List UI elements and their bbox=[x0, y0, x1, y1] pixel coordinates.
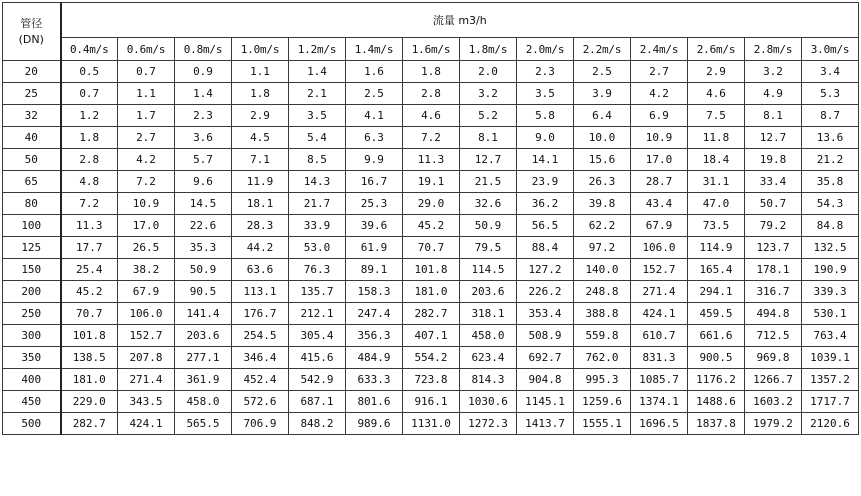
flow-value-cell: 5.3 bbox=[802, 83, 859, 105]
pipe-diameter-cell: 32 bbox=[3, 105, 61, 127]
flow-value-cell: 63.6 bbox=[232, 259, 289, 281]
flow-value-cell: 152.7 bbox=[631, 259, 688, 281]
flow-value-cell: 47.0 bbox=[688, 193, 745, 215]
flow-value-cell: 0.9 bbox=[175, 61, 232, 83]
table-row bbox=[3, 325, 859, 347]
flow-value-cell: 14.3 bbox=[289, 171, 346, 193]
flow-value-cell: 207.8 bbox=[118, 347, 175, 369]
flow-value-cell: 14.1 bbox=[517, 149, 574, 171]
pipe-diameter-cell: 25 bbox=[3, 83, 61, 105]
flow-value-cell: 271.4 bbox=[631, 281, 688, 303]
flow-value-cell: 2.8 bbox=[61, 149, 118, 171]
flow-value-cell: 904.8 bbox=[517, 369, 574, 391]
flow-value-cell: 458.0 bbox=[175, 391, 232, 413]
flow-value-cell: 29.0 bbox=[403, 193, 460, 215]
flow-speed-header: 2.2m/s bbox=[574, 38, 631, 61]
flow-value-cell: 226.2 bbox=[517, 281, 574, 303]
flow-value-cell: 282.7 bbox=[403, 303, 460, 325]
flow-value-cell: 141.4 bbox=[175, 303, 232, 325]
flow-value-cell: 4.2 bbox=[631, 83, 688, 105]
flow-value-cell: 407.1 bbox=[403, 325, 460, 347]
flow-value-cell: 106.0 bbox=[631, 237, 688, 259]
flow-value-cell: 271.4 bbox=[118, 369, 175, 391]
flow-value-cell: 12.7 bbox=[460, 149, 517, 171]
title-row bbox=[3, 3, 859, 38]
flow-speed-header: 1.2m/s bbox=[289, 38, 346, 61]
flow-value-cell: 56.5 bbox=[517, 215, 574, 237]
flow-value-cell: 1.4 bbox=[175, 83, 232, 105]
flow-value-cell: 152.7 bbox=[118, 325, 175, 347]
flow-value-cell: 181.0 bbox=[403, 281, 460, 303]
flow-value-cell: 2.3 bbox=[175, 105, 232, 127]
flow-value-cell: 1696.5 bbox=[631, 413, 688, 435]
flow-value-cell: 831.3 bbox=[631, 347, 688, 369]
flow-value-cell: 424.1 bbox=[631, 303, 688, 325]
flow-value-cell: 22.6 bbox=[175, 215, 232, 237]
flow-value-cell: 2.5 bbox=[346, 83, 403, 105]
flow-value-cell: 687.1 bbox=[289, 391, 346, 413]
flow-value-cell: 28.3 bbox=[232, 215, 289, 237]
flow-value-cell: 54.3 bbox=[802, 193, 859, 215]
flow-value-cell: 2120.6 bbox=[802, 413, 859, 435]
flow-value-cell: 848.2 bbox=[289, 413, 346, 435]
flow-value-cell: 4.6 bbox=[688, 83, 745, 105]
flow-value-cell: 762.0 bbox=[574, 347, 631, 369]
flow-value-cell: 294.1 bbox=[688, 281, 745, 303]
flow-value-cell: 21.2 bbox=[802, 149, 859, 171]
flow-speed-header: 0.6m/s bbox=[118, 38, 175, 61]
flow-value-cell: 361.9 bbox=[175, 369, 232, 391]
flow-value-cell: 9.9 bbox=[346, 149, 403, 171]
flow-value-cell: 178.1 bbox=[745, 259, 802, 281]
flow-value-cell: 530.1 bbox=[802, 303, 859, 325]
flow-value-cell: 459.5 bbox=[688, 303, 745, 325]
flow-value-cell: 1357.2 bbox=[802, 369, 859, 391]
flow-rate-title: 流量 m3/h bbox=[61, 3, 859, 38]
flow-value-cell: 7.2 bbox=[118, 171, 175, 193]
flow-value-cell: 1488.6 bbox=[688, 391, 745, 413]
flow-value-cell: 45.2 bbox=[61, 281, 118, 303]
flow-value-cell: 35.8 bbox=[802, 171, 859, 193]
flow-value-cell: 62.2 bbox=[574, 215, 631, 237]
flow-value-cell: 4.2 bbox=[118, 149, 175, 171]
flow-value-cell: 346.4 bbox=[232, 347, 289, 369]
flow-value-cell: 305.4 bbox=[289, 325, 346, 347]
flow-value-cell: 32.6 bbox=[460, 193, 517, 215]
flow-value-cell: 7.2 bbox=[403, 127, 460, 149]
pipe-diameter-header-label: 管径 bbox=[20, 16, 43, 30]
table-row bbox=[3, 127, 859, 149]
flow-value-cell: 1.8 bbox=[61, 127, 118, 149]
table-row bbox=[3, 215, 859, 237]
flow-value-cell: 969.8 bbox=[745, 347, 802, 369]
flow-value-cell: 3.9 bbox=[574, 83, 631, 105]
flow-value-cell: 8.5 bbox=[289, 149, 346, 171]
flow-value-cell: 19.8 bbox=[745, 149, 802, 171]
flow-value-cell: 18.4 bbox=[688, 149, 745, 171]
flow-value-cell: 1145.1 bbox=[517, 391, 574, 413]
flow-value-cell: 706.9 bbox=[232, 413, 289, 435]
flow-value-cell: 11.8 bbox=[688, 127, 745, 149]
flow-value-cell: 114.5 bbox=[460, 259, 517, 281]
pipe-diameter-cell: 350 bbox=[3, 347, 61, 369]
flow-value-cell: 39.6 bbox=[346, 215, 403, 237]
flow-value-cell: 900.5 bbox=[688, 347, 745, 369]
flow-value-cell: 559.8 bbox=[574, 325, 631, 347]
flow-value-cell: 229.0 bbox=[61, 391, 118, 413]
pipe-diameter-cell: 50 bbox=[3, 149, 61, 171]
flow-value-cell: 35.3 bbox=[175, 237, 232, 259]
flow-value-cell: 17.7 bbox=[61, 237, 118, 259]
flow-value-cell: 1374.1 bbox=[631, 391, 688, 413]
table-row bbox=[3, 237, 859, 259]
flow-value-cell: 101.8 bbox=[403, 259, 460, 281]
flow-speed-header: 2.4m/s bbox=[631, 38, 688, 61]
table-row bbox=[3, 83, 859, 105]
table-row bbox=[3, 61, 859, 83]
flow-value-cell: 90.5 bbox=[175, 281, 232, 303]
flow-value-cell: 356.3 bbox=[346, 325, 403, 347]
flow-speed-header: 3.0m/s bbox=[802, 38, 859, 61]
flow-value-cell: 33.9 bbox=[289, 215, 346, 237]
flow-speed-header: 0.8m/s bbox=[175, 38, 232, 61]
flow-value-cell: 28.7 bbox=[631, 171, 688, 193]
flow-value-cell: 2.7 bbox=[631, 61, 688, 83]
flow-value-cell: 106.0 bbox=[118, 303, 175, 325]
flow-value-cell: 1717.7 bbox=[802, 391, 859, 413]
flow-value-cell: 140.0 bbox=[574, 259, 631, 281]
flow-value-cell: 212.1 bbox=[289, 303, 346, 325]
flow-value-cell: 2.7 bbox=[118, 127, 175, 149]
flow-value-cell: 1131.0 bbox=[403, 413, 460, 435]
flow-value-cell: 21.7 bbox=[289, 193, 346, 215]
flow-value-cell: 1.6 bbox=[346, 61, 403, 83]
flow-value-cell: 2.8 bbox=[403, 83, 460, 105]
flow-value-cell: 763.4 bbox=[802, 325, 859, 347]
flow-value-cell: 123.7 bbox=[745, 237, 802, 259]
flow-value-cell: 458.0 bbox=[460, 325, 517, 347]
flow-value-cell: 542.9 bbox=[289, 369, 346, 391]
flow-value-cell: 70.7 bbox=[61, 303, 118, 325]
flow-value-cell: 33.4 bbox=[745, 171, 802, 193]
flow-value-cell: 723.8 bbox=[403, 369, 460, 391]
flow-value-cell: 127.2 bbox=[517, 259, 574, 281]
flow-value-cell: 3.5 bbox=[289, 105, 346, 127]
flow-value-cell: 70.7 bbox=[403, 237, 460, 259]
flow-value-cell: 31.1 bbox=[688, 171, 745, 193]
flow-value-cell: 8.1 bbox=[745, 105, 802, 127]
flow-value-cell: 8.1 bbox=[460, 127, 517, 149]
flow-value-cell: 53.0 bbox=[289, 237, 346, 259]
flow-value-cell: 203.6 bbox=[175, 325, 232, 347]
flow-value-cell: 1.4 bbox=[289, 61, 346, 83]
flow-value-cell: 1413.7 bbox=[517, 413, 574, 435]
flow-value-cell: 50.9 bbox=[175, 259, 232, 281]
pipe-diameter-header bbox=[3, 3, 61, 61]
pipe-diameter-cell: 150 bbox=[3, 259, 61, 281]
flow-value-cell: 3.4 bbox=[802, 61, 859, 83]
flow-value-cell: 0.7 bbox=[61, 83, 118, 105]
table-row bbox=[3, 413, 859, 435]
flow-speed-header: 1.0m/s bbox=[232, 38, 289, 61]
flow-value-cell: 97.2 bbox=[574, 237, 631, 259]
flow-value-cell: 26.3 bbox=[574, 171, 631, 193]
pipe-diameter-cell: 40 bbox=[3, 127, 61, 149]
flow-speed-header: 1.6m/s bbox=[403, 38, 460, 61]
flow-value-cell: 801.6 bbox=[346, 391, 403, 413]
flow-value-cell: 2.5 bbox=[574, 61, 631, 83]
flow-value-cell: 247.4 bbox=[346, 303, 403, 325]
flow-value-cell: 494.8 bbox=[745, 303, 802, 325]
flow-value-cell: 610.7 bbox=[631, 325, 688, 347]
flow-value-cell: 1259.6 bbox=[574, 391, 631, 413]
table-row bbox=[3, 303, 859, 325]
flow-value-cell: 13.6 bbox=[802, 127, 859, 149]
table-row bbox=[3, 347, 859, 369]
flow-value-cell: 138.5 bbox=[61, 347, 118, 369]
flow-value-cell: 9.0 bbox=[517, 127, 574, 149]
flow-value-cell: 1030.6 bbox=[460, 391, 517, 413]
flow-value-cell: 7.5 bbox=[688, 105, 745, 127]
flow-value-cell: 89.1 bbox=[346, 259, 403, 281]
flow-value-cell: 1.7 bbox=[118, 105, 175, 127]
flow-value-cell: 79.2 bbox=[745, 215, 802, 237]
flow-value-cell: 11.9 bbox=[232, 171, 289, 193]
flow-value-cell: 554.2 bbox=[403, 347, 460, 369]
flow-value-cell: 6.3 bbox=[346, 127, 403, 149]
table-row bbox=[3, 193, 859, 215]
flow-value-cell: 2.9 bbox=[232, 105, 289, 127]
flow-value-cell: 50.9 bbox=[460, 215, 517, 237]
flow-rate-table bbox=[2, 2, 859, 435]
pipe-diameter-header-unit: (DN) bbox=[18, 32, 44, 46]
flow-speed-header: 2.6m/s bbox=[688, 38, 745, 61]
flow-value-cell: 25.3 bbox=[346, 193, 403, 215]
pipe-diameter-cell: 450 bbox=[3, 391, 61, 413]
flow-value-cell: 17.0 bbox=[118, 215, 175, 237]
flow-value-cell: 1.1 bbox=[118, 83, 175, 105]
flow-speed-header: 1.4m/s bbox=[346, 38, 403, 61]
flow-value-cell: 43.4 bbox=[631, 193, 688, 215]
flow-value-cell: 14.5 bbox=[175, 193, 232, 215]
flow-value-cell: 814.3 bbox=[460, 369, 517, 391]
flow-value-cell: 190.9 bbox=[802, 259, 859, 281]
table-row bbox=[3, 105, 859, 127]
flow-value-cell: 248.8 bbox=[574, 281, 631, 303]
flow-value-cell: 158.3 bbox=[346, 281, 403, 303]
flow-value-cell: 277.1 bbox=[175, 347, 232, 369]
flow-value-cell: 1085.7 bbox=[631, 369, 688, 391]
flow-value-cell: 2.1 bbox=[289, 83, 346, 105]
flow-value-cell: 10.9 bbox=[631, 127, 688, 149]
flow-value-cell: 1.1 bbox=[232, 61, 289, 83]
flow-value-cell: 4.8 bbox=[61, 171, 118, 193]
flow-value-cell: 5.2 bbox=[460, 105, 517, 127]
flow-value-cell: 61.9 bbox=[346, 237, 403, 259]
flow-value-cell: 388.8 bbox=[574, 303, 631, 325]
flow-value-cell: 3.2 bbox=[745, 61, 802, 83]
flow-value-cell: 916.1 bbox=[403, 391, 460, 413]
pipe-diameter-cell: 20 bbox=[3, 61, 61, 83]
pipe-diameter-cell: 80 bbox=[3, 193, 61, 215]
flow-value-cell: 135.7 bbox=[289, 281, 346, 303]
flow-value-cell: 165.4 bbox=[688, 259, 745, 281]
flow-value-cell: 452.4 bbox=[232, 369, 289, 391]
flow-value-cell: 132.5 bbox=[802, 237, 859, 259]
flow-value-cell: 623.4 bbox=[460, 347, 517, 369]
flow-value-cell: 254.5 bbox=[232, 325, 289, 347]
flow-value-cell: 661.6 bbox=[688, 325, 745, 347]
flow-value-cell: 10.0 bbox=[574, 127, 631, 149]
flow-value-cell: 1.8 bbox=[403, 61, 460, 83]
flow-value-cell: 7.2 bbox=[61, 193, 118, 215]
flow-value-cell: 3.6 bbox=[175, 127, 232, 149]
flow-value-cell: 4.5 bbox=[232, 127, 289, 149]
table-row bbox=[3, 369, 859, 391]
flow-value-cell: 79.5 bbox=[460, 237, 517, 259]
flow-value-cell: 67.9 bbox=[118, 281, 175, 303]
flow-value-cell: 1979.2 bbox=[745, 413, 802, 435]
flow-value-cell: 113.1 bbox=[232, 281, 289, 303]
flow-value-cell: 23.9 bbox=[517, 171, 574, 193]
flow-value-cell: 50.7 bbox=[745, 193, 802, 215]
flow-value-cell: 1.8 bbox=[232, 83, 289, 105]
flow-value-cell: 15.6 bbox=[574, 149, 631, 171]
flow-value-cell: 353.4 bbox=[517, 303, 574, 325]
pipe-diameter-cell: 300 bbox=[3, 325, 61, 347]
table-row bbox=[3, 391, 859, 413]
flow-value-cell: 6.4 bbox=[574, 105, 631, 127]
flow-value-cell: 7.1 bbox=[232, 149, 289, 171]
flow-value-cell: 203.6 bbox=[460, 281, 517, 303]
flow-value-cell: 415.6 bbox=[289, 347, 346, 369]
flow-value-cell: 11.3 bbox=[61, 215, 118, 237]
flow-value-cell: 21.5 bbox=[460, 171, 517, 193]
flow-speed-header: 0.4m/s bbox=[61, 38, 118, 61]
flow-value-cell: 633.3 bbox=[346, 369, 403, 391]
flow-value-cell: 1039.1 bbox=[802, 347, 859, 369]
flow-value-cell: 1837.8 bbox=[688, 413, 745, 435]
flow-value-cell: 2.0 bbox=[460, 61, 517, 83]
flow-value-cell: 6.9 bbox=[631, 105, 688, 127]
flow-value-cell: 12.7 bbox=[745, 127, 802, 149]
flow-table-body bbox=[3, 61, 859, 435]
flow-speed-header: 1.8m/s bbox=[460, 38, 517, 61]
flow-value-cell: 9.6 bbox=[175, 171, 232, 193]
flow-value-cell: 2.9 bbox=[688, 61, 745, 83]
flow-value-cell: 101.8 bbox=[61, 325, 118, 347]
flow-value-cell: 343.5 bbox=[118, 391, 175, 413]
flow-value-cell: 10.9 bbox=[118, 193, 175, 215]
flow-value-cell: 26.5 bbox=[118, 237, 175, 259]
flow-value-cell: 4.1 bbox=[346, 105, 403, 127]
flow-value-cell: 73.5 bbox=[688, 215, 745, 237]
flow-value-cell: 0.7 bbox=[118, 61, 175, 83]
table-row bbox=[3, 171, 859, 193]
flow-value-cell: 38.2 bbox=[118, 259, 175, 281]
table-row bbox=[3, 281, 859, 303]
flow-value-cell: 11.3 bbox=[403, 149, 460, 171]
flow-value-cell: 989.6 bbox=[346, 413, 403, 435]
flow-value-cell: 0.5 bbox=[61, 61, 118, 83]
flow-value-cell: 114.9 bbox=[688, 237, 745, 259]
flow-value-cell: 17.0 bbox=[631, 149, 688, 171]
flow-value-cell: 67.9 bbox=[631, 215, 688, 237]
pipe-diameter-cell: 100 bbox=[3, 215, 61, 237]
flow-value-cell: 995.3 bbox=[574, 369, 631, 391]
flow-value-cell: 8.7 bbox=[802, 105, 859, 127]
flow-speed-header: 2.8m/s bbox=[745, 38, 802, 61]
flow-value-cell: 181.0 bbox=[61, 369, 118, 391]
flow-value-cell: 316.7 bbox=[745, 281, 802, 303]
flow-speed-header: 2.0m/s bbox=[517, 38, 574, 61]
pipe-diameter-cell: 125 bbox=[3, 237, 61, 259]
flow-value-cell: 19.1 bbox=[403, 171, 460, 193]
flow-value-cell: 3.5 bbox=[517, 83, 574, 105]
flow-value-cell: 76.3 bbox=[289, 259, 346, 281]
table-row bbox=[3, 259, 859, 281]
flow-value-cell: 18.1 bbox=[232, 193, 289, 215]
flow-value-cell: 5.8 bbox=[517, 105, 574, 127]
flow-value-cell: 1.2 bbox=[61, 105, 118, 127]
pipe-diameter-cell: 400 bbox=[3, 369, 61, 391]
flow-value-cell: 88.4 bbox=[517, 237, 574, 259]
pipe-diameter-cell: 200 bbox=[3, 281, 61, 303]
flow-value-cell: 712.5 bbox=[745, 325, 802, 347]
flow-value-cell: 1266.7 bbox=[745, 369, 802, 391]
flow-value-cell: 1603.2 bbox=[745, 391, 802, 413]
flow-value-cell: 5.7 bbox=[175, 149, 232, 171]
pipe-diameter-cell: 250 bbox=[3, 303, 61, 325]
flow-value-cell: 282.7 bbox=[61, 413, 118, 435]
table-row bbox=[3, 149, 859, 171]
pipe-diameter-cell: 500 bbox=[3, 413, 61, 435]
flow-value-cell: 84.8 bbox=[802, 215, 859, 237]
flow-value-cell: 572.6 bbox=[232, 391, 289, 413]
flow-value-cell: 2.3 bbox=[517, 61, 574, 83]
pipe-diameter-cell: 65 bbox=[3, 171, 61, 193]
flow-value-cell: 4.6 bbox=[403, 105, 460, 127]
flow-value-cell: 1555.1 bbox=[574, 413, 631, 435]
flow-value-cell: 45.2 bbox=[403, 215, 460, 237]
flow-speed-row bbox=[3, 38, 859, 61]
flow-value-cell: 508.9 bbox=[517, 325, 574, 347]
flow-value-cell: 44.2 bbox=[232, 237, 289, 259]
flow-value-cell: 16.7 bbox=[346, 171, 403, 193]
flow-value-cell: 36.2 bbox=[517, 193, 574, 215]
flow-value-cell: 565.5 bbox=[175, 413, 232, 435]
flow-value-cell: 39.8 bbox=[574, 193, 631, 215]
flow-value-cell: 3.2 bbox=[460, 83, 517, 105]
flow-value-cell: 1176.2 bbox=[688, 369, 745, 391]
flow-value-cell: 424.1 bbox=[118, 413, 175, 435]
flow-value-cell: 692.7 bbox=[517, 347, 574, 369]
flow-value-cell: 318.1 bbox=[460, 303, 517, 325]
flow-value-cell: 1272.3 bbox=[460, 413, 517, 435]
flow-value-cell: 4.9 bbox=[745, 83, 802, 105]
flow-value-cell: 25.4 bbox=[61, 259, 118, 281]
flow-value-cell: 339.3 bbox=[802, 281, 859, 303]
flow-value-cell: 176.7 bbox=[232, 303, 289, 325]
flow-value-cell: 484.9 bbox=[346, 347, 403, 369]
flow-value-cell: 5.4 bbox=[289, 127, 346, 149]
